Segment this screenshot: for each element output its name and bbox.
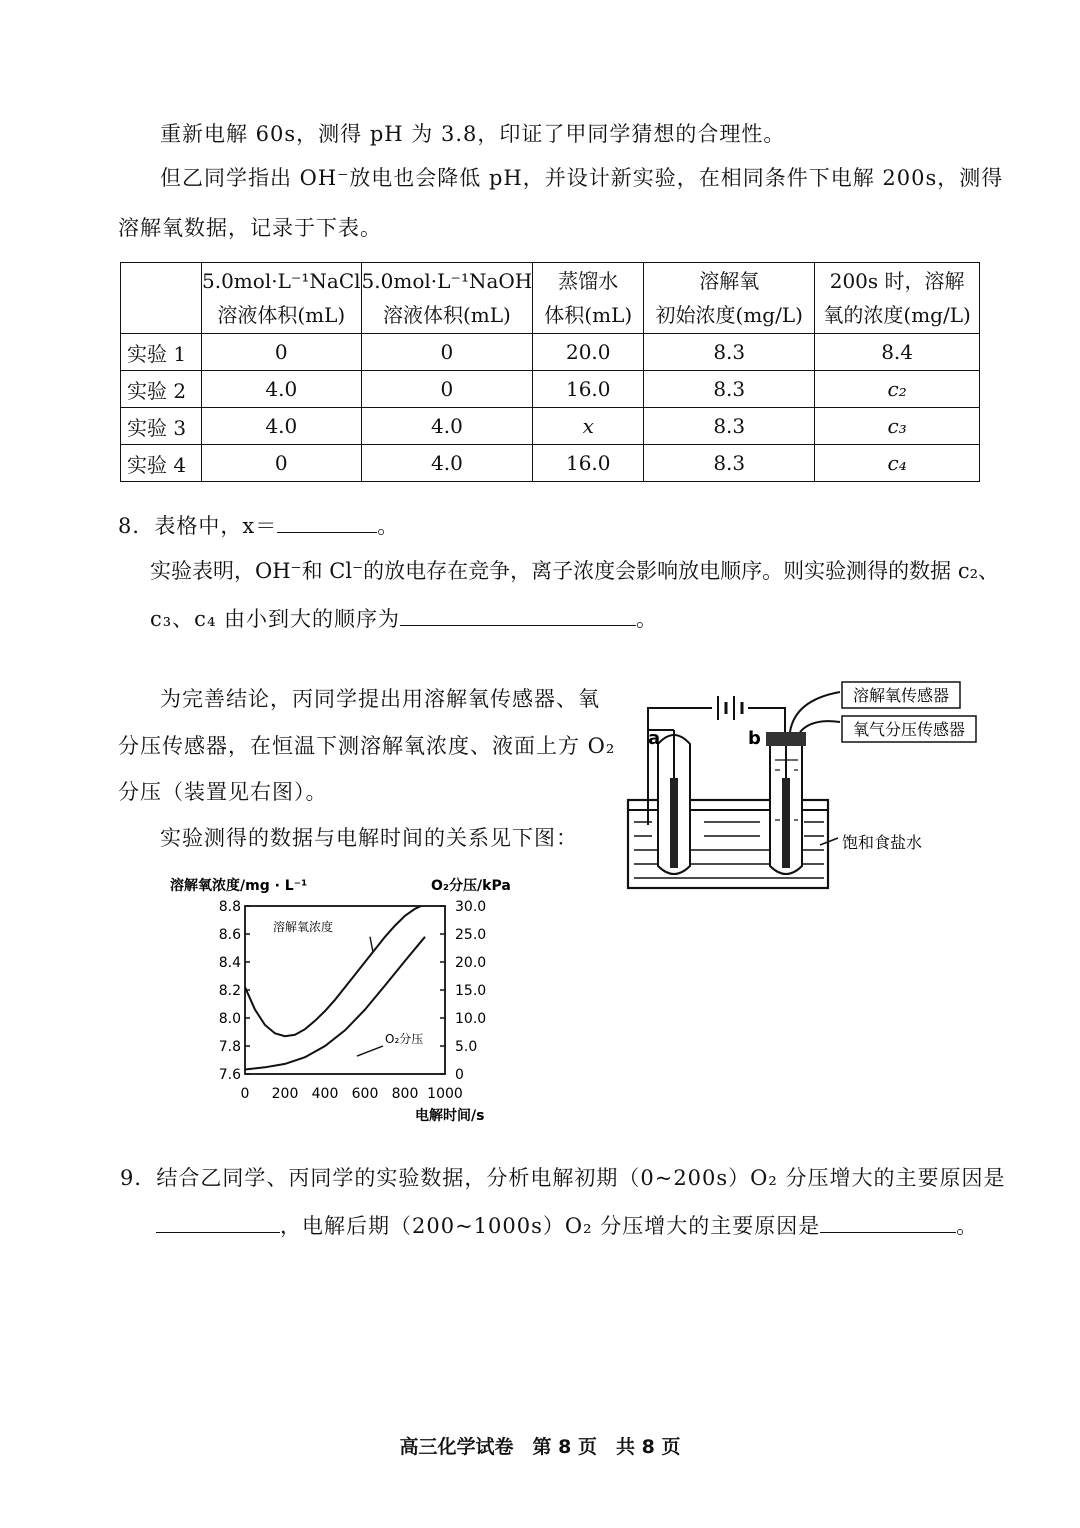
x-tick-label: 600 xyxy=(351,1086,379,1102)
table-cell: 4.0 xyxy=(202,408,362,445)
y-right-tick-label: 5.0 xyxy=(455,1039,478,1055)
x-tick-label: 0 xyxy=(240,1086,250,1102)
series-arrow-dissolved-oxygen xyxy=(370,937,373,952)
y-right-tick-label: 25.0 xyxy=(455,927,487,943)
y-right-tick-label: 30.0 xyxy=(455,899,487,915)
x-axis-label: 电解时间/s xyxy=(415,1108,485,1124)
table-cell: c₂ xyxy=(815,371,980,408)
table-cell: 实验 4 xyxy=(121,445,202,482)
y-left-tick-label: 8.2 xyxy=(218,983,241,999)
intro-line-4: 实验测得的数据与电解时间的关系见下图： xyxy=(160,826,578,850)
y-right-tick-label: 0 xyxy=(455,1067,464,1083)
table-row xyxy=(121,445,980,482)
question-8-prefix: 8．表格中，x＝ xyxy=(118,514,278,538)
page-footer: 高三化学试卷 第 8 页 共 8 页 xyxy=(399,1436,681,1458)
question-9-line2 xyxy=(156,1210,978,1240)
paragraph-record: 溶解氧数据，记录于下表。 xyxy=(118,216,382,240)
table-cell: c₄ xyxy=(815,445,980,482)
y-left-tick-label: 8.6 xyxy=(218,927,241,943)
table-cell: 0 xyxy=(361,334,533,371)
table-header-cell: 5.0mol·L⁻¹NaOH 溶液体积(mL) xyxy=(361,263,533,334)
table-cell: 8.3 xyxy=(644,371,815,408)
question-8-line2: 实验表明，OH⁻和 Cl⁻的放电存在竞争，离子浓度会影响放电顺序。则实验测得的数据 c₂、 xyxy=(150,559,1000,583)
x-tick-label: 200 xyxy=(271,1086,299,1102)
answer-blank-late[interactable] xyxy=(820,1212,956,1233)
series-line-1 xyxy=(245,937,425,1070)
table-cell: x xyxy=(533,408,644,445)
intro-line-2: 分压传感器，在恒温下测溶解氧浓度、液面上方 O₂ xyxy=(118,734,616,758)
table-header-cell: 溶解氧 初始浓度(mg/L) xyxy=(644,263,815,334)
electrode-b-label: b xyxy=(748,728,761,749)
electrode-b xyxy=(782,778,790,868)
series-label-dissolved-oxygen: 溶解氧浓度 xyxy=(273,920,334,935)
table-cell: 0 xyxy=(202,334,362,371)
table-cell: 16.0 xyxy=(533,371,644,408)
table-cell: 8.3 xyxy=(644,445,815,482)
electrode-a-label: a xyxy=(648,728,661,749)
y-left-axis-label: 溶解氧浓度/mg · L⁻¹ xyxy=(170,878,308,894)
question-9-end: 。 xyxy=(956,1214,979,1238)
table-header-cell: 蒸馏水 体积(mL) xyxy=(533,263,644,334)
table-cell: 8.3 xyxy=(644,408,815,445)
table-cell: 20.0 xyxy=(533,334,644,371)
question-9-line1: 9．结合乙同学、丙同学的实验数据，分析电解初期（0~200s）O₂ 分压增大的主要原因是 xyxy=(120,1166,1006,1190)
intro-line-1: 为完善结论，丙同学提出用溶解氧传感器、氧 xyxy=(160,687,600,711)
table-row xyxy=(121,334,980,371)
table-cell: 0 xyxy=(361,371,533,408)
question-8-order-suffix: 。 xyxy=(636,607,659,631)
x-tick-label: 800 xyxy=(391,1086,419,1102)
y-left-tick-label: 7.8 xyxy=(218,1039,241,1055)
y-left-tick-label: 8.4 xyxy=(218,955,241,971)
question-8-suffix: 。 xyxy=(377,514,400,538)
table-cell: 4.0 xyxy=(202,371,362,408)
paragraph-ph-result: 重新电解 60s，测得 pH 为 3.8，印证了甲同学猜想的合理性。 xyxy=(160,122,786,146)
table-row xyxy=(121,371,980,408)
series-label-o2-pressure: O₂分压 xyxy=(385,1032,424,1047)
table-header-cell: 200s 时，溶解 氧的浓度(mg/L) xyxy=(815,263,980,334)
table-header-row xyxy=(121,263,980,334)
intro-line-3: 分压（装置见右图）。 xyxy=(118,780,328,804)
table-cell: 4.0 xyxy=(361,408,533,445)
answer-blank-x[interactable] xyxy=(277,512,377,533)
question-8-order-prefix: c₃、c₄ 由小到大的顺序为 xyxy=(150,607,401,631)
table-cell: 实验 1 xyxy=(121,334,202,371)
sensor-do-label: 溶解氧传感器 xyxy=(852,686,950,705)
answer-blank-order[interactable] xyxy=(400,605,636,626)
x-tick-label: 1000 xyxy=(427,1086,463,1102)
table-cell: 0 xyxy=(202,445,362,482)
apparatus-diagram xyxy=(620,670,990,900)
table-cell: 8.4 xyxy=(815,334,980,371)
table-header-cell: 5.0mol·L⁻¹NaCl 溶液体积(mL) xyxy=(202,263,362,334)
y-left-tick-label: 8.8 xyxy=(218,899,241,915)
y-left-tick-label: 8.0 xyxy=(218,1011,241,1027)
y-right-tick-label: 10.0 xyxy=(455,1011,487,1027)
electrolysis-chart xyxy=(160,866,540,1136)
y-right-axis-label: O₂分压/kPa xyxy=(431,878,511,894)
stopper-b xyxy=(766,732,806,746)
table-cell: 16.0 xyxy=(533,445,644,482)
x-tick-label: 400 xyxy=(311,1086,339,1102)
table-cell: 实验 2 xyxy=(121,371,202,408)
question-8-line3 xyxy=(150,603,658,633)
question-8-line1 xyxy=(118,510,399,540)
y-left-tick-label: 7.6 xyxy=(218,1067,241,1083)
table-header-cell xyxy=(121,263,202,334)
question-9-mid: ，电解后期（200~1000s）O₂ 分压增大的主要原因是 xyxy=(280,1214,821,1238)
table-row xyxy=(121,408,980,445)
table-cell: c₃ xyxy=(815,408,980,445)
table-cell: 8.3 xyxy=(644,334,815,371)
brine-label: 饱和食盐水 xyxy=(842,833,923,852)
y-right-tick-label: 20.0 xyxy=(455,955,487,971)
sensor-o2-label: 氧气分压传感器 xyxy=(852,720,966,739)
table-cell: 实验 3 xyxy=(121,408,202,445)
answer-blank-early[interactable] xyxy=(156,1212,280,1233)
experiment-table xyxy=(120,262,980,482)
table-cell: 4.0 xyxy=(361,445,533,482)
y-right-tick-label: 15.0 xyxy=(455,983,487,999)
electrode-a xyxy=(670,778,678,868)
series-arrow-o2-pressure xyxy=(357,1046,383,1056)
paragraph-student-b: 但乙同学指出 OH⁻放电也会降低 pH，并设计新实验，在相同条件下电解 200s，测得 xyxy=(160,166,1004,190)
